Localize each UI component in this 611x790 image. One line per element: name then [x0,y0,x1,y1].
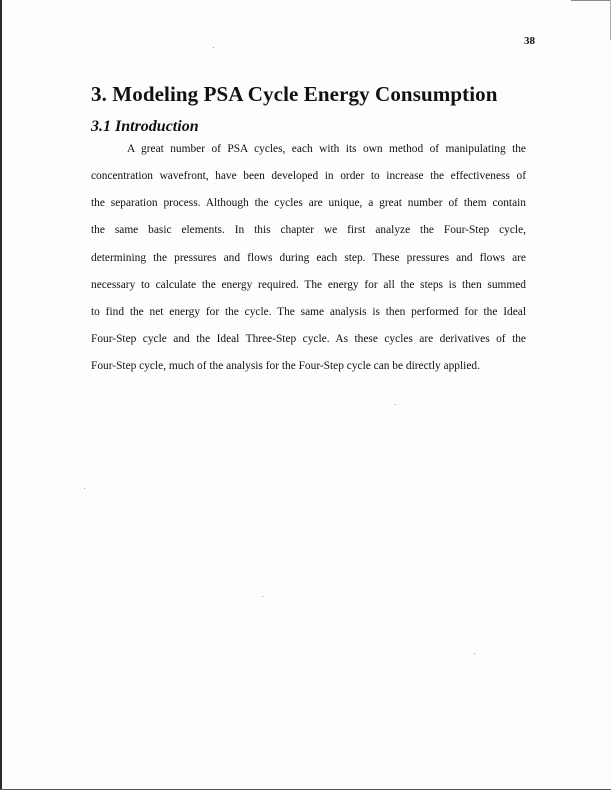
paragraph-line: concentration wavefront, have been developed in order to increase the effectiveness of [91,170,526,183]
scan-speck [84,488,85,489]
scan-edge-left [0,0,2,790]
scan-edge-top [571,0,611,1]
scan-speck [262,596,263,597]
chapter-title: 3. Modeling PSA Cycle Energy Consumption [91,82,498,106]
scan-speck [213,47,214,48]
scan-speck [395,404,396,405]
paragraph-line: necessary to calculate the energy required. The energy for all the steps is then summed [91,278,526,291]
paragraph-line: Four-Step cycle, much of the analysis for the Four-Step cycle can be directly applied. [91,360,480,373]
paragraph-line: A great number of PSA cycles, each with its own method of manipulating the [127,143,526,155]
paragraph-line: the separation process. Although the cycles are unique, a great number of them contain [91,197,526,210]
paragraph-line: Four-Step cycle and the Ideal Three-Step cycle. As these cycles are derivatives of the [91,332,526,345]
section-title: 3.1 Introduction [91,118,199,135]
scan-speck [474,653,475,654]
paragraph-line: the same basic elements. In this chapter we first analyze the Four-Step cycle, [91,224,526,237]
paragraph-line: to find the net energy for the cycle. The same analysis is then performed for the Ideal [91,305,526,318]
paragraph-line: determining the pressures and flows during each step. These pressures and flows are [91,251,526,264]
page-number: 38 [524,35,535,47]
body-paragraph [91,136,526,380]
